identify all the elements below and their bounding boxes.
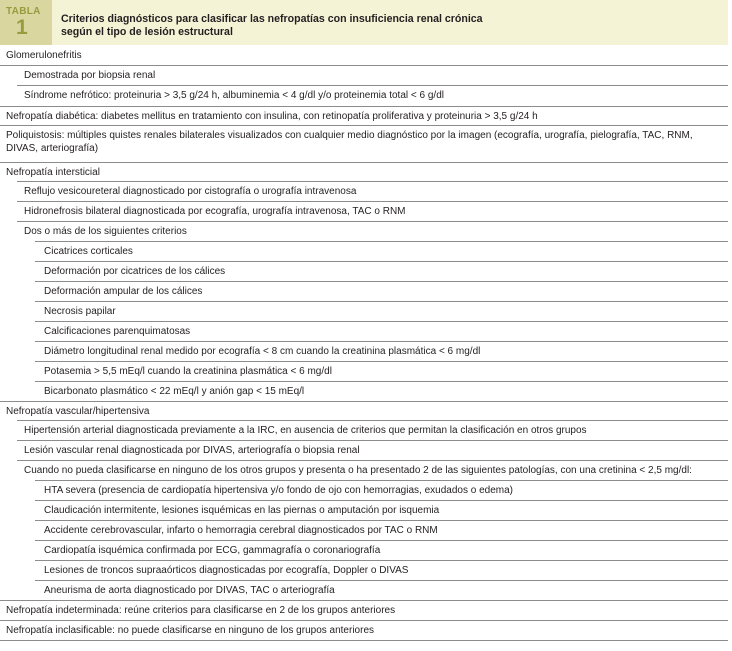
- row-text: Lesiones de troncos supraaórticos diagnosticadas por ecografía, Doppler o DIVAS: [44, 565, 409, 576]
- table-row: [0, 620, 728, 640]
- row-text: Hidronefrosis bilateral diagnosticada por ecografía, urografía intravenosa, TAC o RNM: [24, 206, 406, 217]
- row-text: Reflujo vesicoureteral diagnosticado por cistografía o urografía intravenosa: [24, 186, 357, 197]
- row-text: Diámetro longitudinal renal medido por ecografía < 8 cm cuando la creatinina plasmática < 6 mg/dl: [44, 346, 481, 357]
- row-text: Bicarbonato plasmático < 22 mEq/l y anión gap < 15 mEq/l: [44, 386, 305, 397]
- row-text: Dos o más de los siguientes criterios: [24, 226, 187, 237]
- row-text: Nefropatía inclasificable: no puede clasificarse en ninguno de los grupos anteriores: [6, 625, 375, 636]
- table-header: [0, 0, 728, 45]
- table-row: [0, 281, 728, 301]
- row-text: Claudicación intermitente, lesiones isquémicas en las piernas o amputación por isquemia: [44, 505, 440, 516]
- table-badge: [0, 0, 52, 45]
- row-text: Poliquistosis: múltiples quistes renales bilaterales visualizados con cualquier medio diagnóstico por la imagen (ecografía, urografía, pielografía, TAC, RNM, DIVAS, arteriografía): [6, 130, 693, 154]
- row-text: Demostrada por biopsia renal: [24, 70, 156, 81]
- row-text: Deformación ampular de los cálices: [44, 286, 203, 297]
- row-text: Nefropatía intersticial: [6, 167, 100, 178]
- table-row: [0, 106, 728, 125]
- table-row: [0, 181, 728, 201]
- row-text: Cardiopatía isquémica confirmada por ECG, gammagrafía o coronariografía: [44, 545, 381, 556]
- table-row: [0, 460, 728, 480]
- table-row: [0, 221, 728, 241]
- table-row: [0, 125, 728, 162]
- table-row: [0, 520, 728, 540]
- row-text: Cuando no pueda clasificarse en ninguno de los otros grupos y presenta o ha presentado 2 de las siguientes patologías, con una cretinina < 2,5 mg/dl:: [24, 465, 692, 476]
- row-text: Cicatrices corticales: [44, 246, 133, 257]
- table-row: [0, 241, 728, 261]
- row-text: Potasemia > 5,5 mEq/l cuando la creatinina plasmática < 6 mg/dl: [44, 366, 332, 377]
- row-text: Accidente cerebrovascular, infarto o hemorragia cerebral diagnosticados por TAC o RNM: [44, 525, 438, 536]
- row-text: Nefropatía vascular/hipertensiva: [6, 406, 150, 417]
- row-text: HTA severa (presencia de cardiopatía hipertensiva y/o fondo de ojo con hemorragias, exudados o edema): [44, 485, 513, 496]
- table-row: [0, 500, 728, 520]
- row-text: Lesión vascular renal diagnosticada por DIVAS, arteriografía o biopsia renal: [24, 445, 360, 456]
- table-row: [0, 65, 728, 85]
- table-row: [0, 321, 728, 341]
- table-row: [0, 401, 728, 420]
- table-row: [0, 301, 728, 321]
- table-row: [0, 45, 728, 65]
- row-text: Calcificaciones parenquimatosas: [44, 326, 191, 337]
- table-row: [0, 381, 728, 401]
- table-row: [0, 440, 728, 460]
- table-row: [0, 201, 728, 221]
- table-row: [0, 540, 728, 560]
- row-text: Hipertensión arterial diagnosticada previamente a la IRC, en ausencia de criterios que permitan la clasificación en otros grupos: [24, 425, 587, 436]
- table-row: [0, 580, 728, 600]
- row-text: Síndrome nefrótico: proteinuria > 3,5 g/24 h, albuminemia < 4 g/dl y/o proteinemia total < 6 g/dl: [24, 90, 444, 101]
- table-label: TABLA: [6, 6, 41, 17]
- row-divider: [0, 640, 728, 641]
- row-text: Deformación por cicatrices de los cálices: [44, 266, 226, 277]
- row-text: Nefropatía indeterminada: reúne criterios para clasificarse en 2 de los grupos anteriores: [6, 605, 396, 616]
- row-text: Necrosis papilar: [44, 306, 116, 317]
- table-title-line2: según el tipo de lesión estructural: [61, 25, 233, 38]
- row-text: Glomerulonefritis: [6, 50, 82, 61]
- table-row: [0, 420, 728, 440]
- row-text: Nefropatía diabética: diabetes mellitus en tratamiento con insulina, con retinopatía proliferativa y proteinuria > 3,5 g/24 h: [6, 111, 538, 122]
- row-text: Aneurisma de aorta diagnosticado por DIVAS, TAC o arteriografía: [44, 585, 335, 596]
- table-row: [0, 600, 728, 620]
- table-title: [61, 13, 711, 38]
- table-row: [0, 361, 728, 381]
- table-row: [0, 162, 728, 181]
- table-title-line1: Criterios diagnósticos para clasificar las nefropatías con insuficiencia renal crónica: [61, 13, 483, 25]
- table-row: [0, 85, 728, 106]
- table-number: 1: [16, 16, 28, 39]
- table-row: [0, 341, 728, 361]
- table-title-box: [52, 0, 728, 45]
- table-row: [0, 560, 728, 580]
- table-row: [0, 261, 728, 281]
- table-row: [0, 480, 728, 500]
